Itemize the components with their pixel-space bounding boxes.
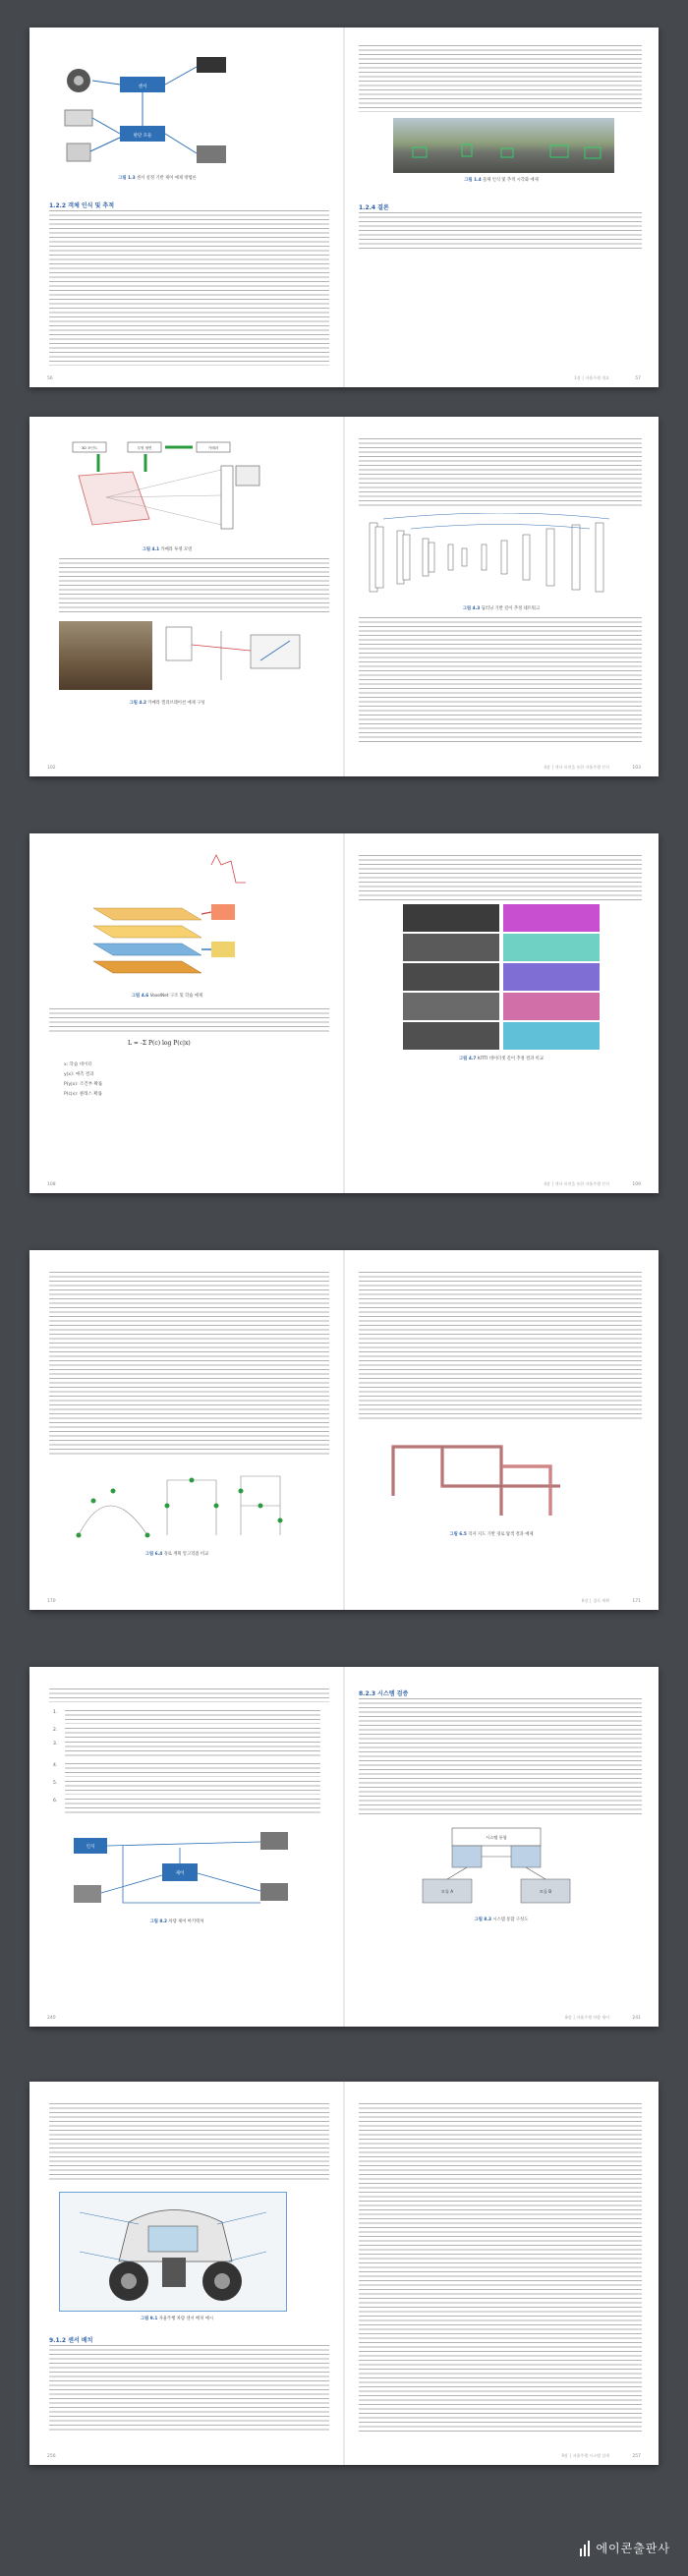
page-number: 257 xyxy=(632,2454,641,2459)
running-head: 4장 │ 센서 퓨전을 통한 자율주행 인지 xyxy=(544,1181,609,1186)
voxelnet-diagram xyxy=(64,853,280,989)
depth-thumbnail xyxy=(503,963,600,991)
figure-caption-text: 차량 제어 아키텍처 xyxy=(168,1919,204,1924)
body-text xyxy=(359,1272,642,1419)
module-a-label: 모듈 A xyxy=(440,1889,454,1894)
box-label: 3D 포인트 xyxy=(81,446,98,450)
page-left xyxy=(29,1667,344,2027)
body-text xyxy=(359,45,642,112)
numbered-item: 2. xyxy=(53,1728,58,1733)
figure-caption xyxy=(69,1918,285,1924)
running-head: 8장 │ 자율주행 차량 제어 xyxy=(565,2015,609,2020)
middle-box-label: 판단 모듈 xyxy=(133,134,152,139)
numbered-item: 1. xyxy=(53,1710,58,1715)
module-b-label: 모듈 B xyxy=(539,1889,552,1894)
page-left xyxy=(29,833,344,1193)
figure-caption-label: 그림 8.2 xyxy=(149,1919,168,1924)
depth-comparison-grid xyxy=(403,904,600,1052)
page-left xyxy=(29,1250,344,1610)
photo-thumbnail xyxy=(403,993,499,1020)
top-box-label: 센서 xyxy=(138,85,147,89)
left-box-label: 인지 xyxy=(86,1845,95,1850)
body-text xyxy=(49,2103,329,2182)
section-heading: 9.1.2 센서 배치 xyxy=(49,2337,93,2344)
box-label: 투영 평면 xyxy=(137,446,152,450)
page-number: 256 xyxy=(47,2454,56,2459)
numbered-item: 4. xyxy=(53,1763,58,1768)
depth-grid xyxy=(403,904,600,1052)
numbered-item-text xyxy=(65,1742,320,1759)
depth-thumbnail xyxy=(503,1022,600,1050)
figure-caption xyxy=(383,1531,600,1537)
book-spread-5 xyxy=(29,1667,659,2027)
page-number: 109 xyxy=(632,1182,641,1187)
body-text xyxy=(59,558,329,615)
body-text xyxy=(49,1008,329,1032)
page-right xyxy=(344,833,659,1193)
figure-caption-label: 그림 1.4 xyxy=(464,178,482,183)
figure-caption xyxy=(413,1917,590,1922)
depth-thumbnail xyxy=(503,993,600,1020)
page-number: 241 xyxy=(632,2016,641,2021)
loss-equation: L = -Σ P(c) log P(c|x) xyxy=(128,1040,191,1047)
bullet-item: y(x): 예측 결과 xyxy=(64,1072,94,1077)
bullet-item: P(y|x): 조건부 확률 xyxy=(64,1082,103,1087)
page-right xyxy=(344,28,659,387)
page-number: 171 xyxy=(632,1599,641,1604)
figure-caption-text: 격자 지도 기반 경로 탐색 결과 예제 xyxy=(468,1532,534,1537)
calibration-photo xyxy=(59,621,152,690)
running-head: 1장 │ 자율주행 개요 xyxy=(574,375,609,380)
bullet-item: P(c|x): 클래스 확률 xyxy=(64,1092,102,1097)
camera-projection-diagram xyxy=(59,436,295,544)
depth-thumbnail xyxy=(503,934,600,961)
figure-caption-text: VoxelNet 구조 및 학습 예제 xyxy=(149,994,203,999)
center-box-label: 제어 xyxy=(175,1871,185,1876)
figure-caption-text: 카메라 투영 모델 xyxy=(160,547,193,552)
body-text xyxy=(359,2103,642,2433)
figure-caption-label: 그림 9.1 xyxy=(140,2317,158,2321)
figure-caption-text: 경로 계획 알고리즘 비교 xyxy=(163,1552,209,1557)
numbered-item: 6. xyxy=(53,1799,58,1803)
photo-thumbnail xyxy=(403,904,499,932)
figure-caption-label: 그림 4.7 xyxy=(459,1057,477,1061)
figure-caption xyxy=(69,546,265,552)
numbered-item-text xyxy=(65,1728,320,1738)
figure-caption xyxy=(69,700,265,706)
page-number: 57 xyxy=(635,376,641,381)
running-head: 6장 │ 경로 계획 xyxy=(581,1598,609,1603)
figure-caption-label: 그림 4.3 xyxy=(462,606,481,611)
body-text xyxy=(49,1272,329,1457)
publisher-logo xyxy=(580,2540,670,2556)
page-number: 56 xyxy=(47,376,53,381)
grid-map-figure xyxy=(383,1427,580,1525)
figure-caption-label: 그림 6.5 xyxy=(449,1532,467,1537)
body-text xyxy=(49,1689,329,1702)
figure-caption-text: KITTI 데이터셋 깊이 추정 결과 비교 xyxy=(477,1057,544,1061)
body-text xyxy=(49,2345,329,2433)
publisher-name: 에이콘출판사 xyxy=(596,2542,670,2555)
top-box-label: 시스템 통합 xyxy=(486,1835,507,1840)
figure-caption xyxy=(69,1551,285,1557)
calibration-diagram xyxy=(162,621,310,690)
sensor-diagram xyxy=(59,49,236,172)
body-text xyxy=(359,617,642,745)
page-right xyxy=(344,1667,659,2027)
book-spread-1 xyxy=(29,28,659,387)
body-text xyxy=(49,210,329,366)
figure-caption-text: 자율주행 차량 센서 배치 예시 xyxy=(158,2317,214,2321)
figure-caption-text: 딥러닝 기반 깊이 추정 네트워크 xyxy=(481,606,541,611)
body-text xyxy=(359,212,642,252)
figure-caption-label: 그림 4.6 xyxy=(131,994,149,999)
numbered-item-text xyxy=(65,1799,320,1816)
figure-caption-text: 시스템 통합 구성도 xyxy=(492,1918,529,1922)
path-planning-diagram xyxy=(69,1466,295,1545)
vehicle-illustration xyxy=(59,2192,287,2312)
page-number: 102 xyxy=(47,766,56,771)
page-left xyxy=(29,28,344,387)
numbered-item-text xyxy=(65,1710,320,1724)
page-left xyxy=(29,417,344,776)
page-right xyxy=(344,1250,659,1610)
figure-caption-label: 그림 6.4 xyxy=(144,1552,163,1557)
numbered-item-text xyxy=(65,1763,320,1777)
figure-caption-text: 카메라 캘리브레이션 예제 구성 xyxy=(147,701,205,706)
photo-thumbnail xyxy=(403,963,499,991)
figure-caption xyxy=(69,175,246,181)
figure-caption xyxy=(413,605,590,611)
depth-thumbnail xyxy=(503,904,600,932)
page-number: 108 xyxy=(47,1182,56,1187)
page-number: 240 xyxy=(47,2016,56,2021)
book-spread-3 xyxy=(29,833,659,1193)
photo-thumbnail xyxy=(403,1022,499,1050)
integration-diagram xyxy=(413,1824,580,1913)
street-scene-photo xyxy=(393,118,614,173)
figure-caption xyxy=(413,1056,590,1061)
box-label: 카메라 xyxy=(207,446,219,450)
figure-caption xyxy=(69,2316,285,2321)
body-text xyxy=(359,855,642,900)
body-text xyxy=(359,1698,642,1816)
numbered-item-text xyxy=(65,1781,320,1795)
page-right xyxy=(344,2082,659,2465)
page-right xyxy=(344,417,659,776)
photo-thumbnail xyxy=(403,934,499,961)
page-number: 170 xyxy=(47,1599,56,1604)
running-head: 4장 │ 센서 퓨전을 통한 자율주행 인지 xyxy=(544,765,609,770)
numbered-item: 5. xyxy=(53,1781,58,1786)
control-architecture-diagram xyxy=(64,1824,300,1913)
section-heading: 1.2.4 결론 xyxy=(359,204,389,211)
section-heading: 1.2.2 객체 인식 및 추적 xyxy=(49,202,115,209)
figure-caption-text: 센서 설정 기반 제어 예제 방법론 xyxy=(137,176,197,181)
figure-caption-label: 그림 1.3 xyxy=(118,176,136,181)
book-spread-6 xyxy=(29,2082,659,2465)
figure-caption-label: 그림 4.2 xyxy=(129,701,146,706)
figure-caption xyxy=(69,993,265,999)
book-spread-2 xyxy=(29,417,659,776)
book-spread-4 xyxy=(29,1250,659,1610)
logo-icon xyxy=(580,2541,590,2556)
figure-caption xyxy=(413,177,590,183)
body-text xyxy=(359,438,642,509)
figure-caption-text: 물체 인식 및 추적 시각화 예제 xyxy=(483,178,539,183)
numbered-item: 3. xyxy=(53,1742,58,1746)
page-left xyxy=(29,2082,344,2465)
figure-caption-label: 그림 8.3 xyxy=(474,1918,492,1922)
figure-caption-label: 그림 4.1 xyxy=(142,547,160,552)
section-heading: 8.2.3 시스템 검증 xyxy=(359,1690,409,1697)
page-number: 103 xyxy=(632,766,641,771)
bullet-item: x: 학습 데이터 xyxy=(64,1062,92,1067)
running-head: 9장 │ 자율주행 시스템 설계 xyxy=(561,2453,609,2458)
network-diagram xyxy=(364,513,639,601)
